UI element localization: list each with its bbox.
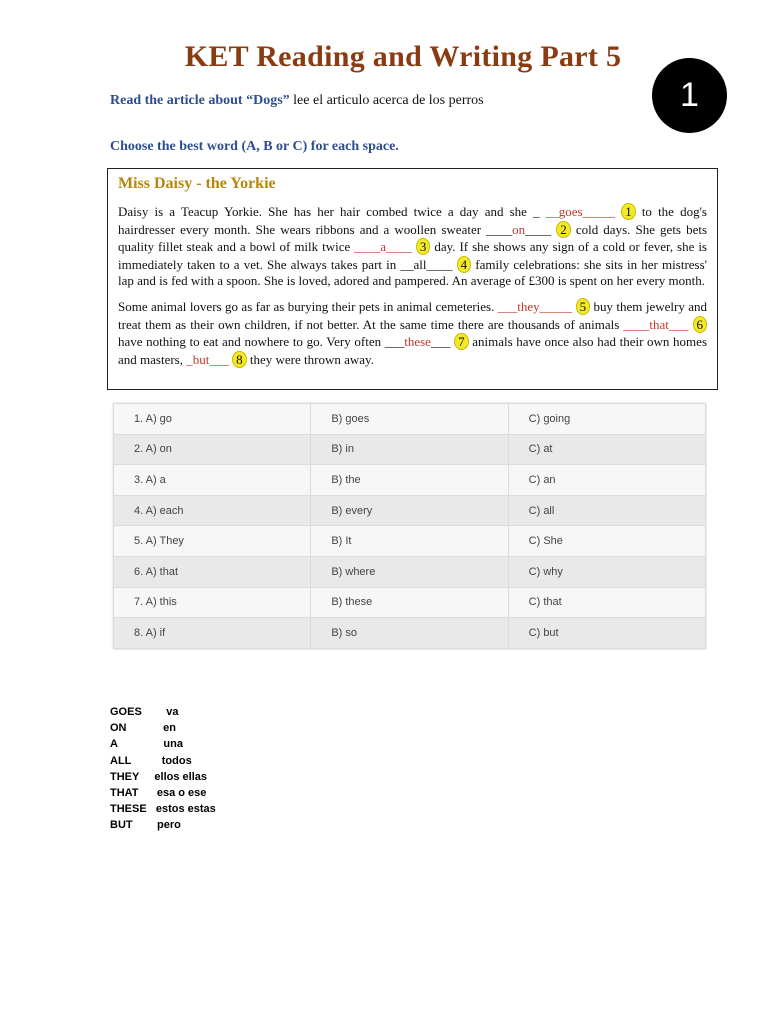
- option-cell: 8. A) if: [114, 618, 311, 649]
- gap-number: 2: [556, 221, 571, 238]
- option-cell: C) why: [508, 556, 705, 587]
- option-cell: 3. A) a: [114, 465, 311, 496]
- article-heading: Miss Daisy - the Yorkie: [118, 175, 276, 192]
- article-paragraph-1: [118, 203, 707, 290]
- page-title: KET Reading and Writing Part 5: [184, 40, 622, 73]
- answer-blank: __goes_____: [545, 204, 616, 219]
- option-cell: B) so: [311, 618, 508, 649]
- options-row: [114, 587, 706, 618]
- vocabulary-item: THAT esa o ese: [110, 787, 207, 800]
- options-table: [113, 403, 706, 649]
- vocabulary-item: ALL todos: [110, 754, 192, 767]
- page-number-badge: 1: [652, 58, 727, 133]
- vocabulary-list: [110, 704, 216, 834]
- vocabulary-item: THESE estos estas: [110, 803, 216, 816]
- article-text: they were thrown away.: [246, 351, 374, 367]
- instruction: Choose the best word (A, B or C) for each space.: [110, 139, 399, 154]
- option-cell: C) that: [508, 587, 705, 618]
- gap-number: 3: [416, 238, 431, 255]
- article-text: ___: [430, 334, 455, 350]
- article-text: [688, 317, 692, 332]
- option-cell: B) goes: [311, 404, 508, 435]
- option-cell: B) every: [311, 495, 508, 526]
- vocabulary-item: BUT pero: [110, 819, 181, 832]
- option-cell: B) these: [311, 587, 508, 618]
- option-cell: B) It: [311, 526, 508, 557]
- article-text: Daisy is a Teacup Yorkie. She has her hair combed twice a day and she _: [118, 204, 546, 219]
- article-text: animals have once also had their own homes and masters,: [118, 334, 707, 367]
- answer-blank: ____a____: [354, 239, 412, 255]
- option-cell: C) all: [508, 495, 705, 526]
- article-text: cold days. She gets bets quality fillet steak and a bowl of milk twice: [118, 221, 708, 255]
- gap-number: 8: [232, 351, 247, 368]
- option-cell: C) an: [508, 465, 705, 496]
- gap-number: 1: [621, 203, 636, 220]
- answer-blank: ____that___: [623, 316, 689, 332]
- gap-number: 5: [576, 298, 591, 315]
- options-row: [114, 556, 706, 587]
- option-cell: B) the: [311, 465, 508, 496]
- answer-blank: these: [404, 334, 431, 350]
- intro-suffix: lee el articulo acerca de los perros: [289, 93, 484, 108]
- vocabulary-item: ON en: [110, 722, 177, 735]
- gap-number: 4: [457, 256, 472, 273]
- answer-blank: _but___: [186, 351, 229, 367]
- article-text: have nothing to eat and nowhere to go. Very often ___: [118, 334, 405, 350]
- vocabulary-item: GOES va: [110, 706, 179, 718]
- options-row: [114, 434, 706, 465]
- article-paragraph-2: [118, 298, 707, 368]
- option-cell: 1. A) go: [114, 404, 311, 435]
- option-cell: C) going: [508, 404, 705, 435]
- article-text: to the dog's hairdresser every month. She wears ribbons and a woollen sweater ____: [118, 204, 707, 237]
- option-cell: 6. A) that: [114, 556, 311, 587]
- option-cell: C) at: [508, 434, 705, 465]
- option-cell: 5. A) They: [114, 526, 311, 557]
- option-cell: 7. A) this: [114, 587, 311, 618]
- option-cell: 4. A) each: [114, 495, 311, 526]
- options-row: [114, 465, 706, 496]
- options-row: [114, 404, 706, 435]
- vocabulary-item: THEY ellos ellas: [110, 770, 208, 783]
- gap-number: 6: [693, 316, 708, 333]
- intro-prefix: Read the article about “Dogs”: [110, 93, 290, 108]
- option-cell: C) but: [508, 618, 705, 649]
- vocabulary-item: A una: [110, 738, 183, 751]
- option-cell: 2. A) on: [114, 434, 311, 465]
- article-text: day. If she shows any sign of a cold or fever, she is immediately taken to a vet. She always takes part in __all____: [118, 239, 707, 272]
- article-text: family celebrations: she sits in her mistress' lap and is fed with a spoon. She is loved, adored and pampered. An average of £300 is spent on her every month.: [118, 256, 708, 289]
- option-cell: C) She: [508, 526, 705, 557]
- options-row: [114, 495, 706, 526]
- gap-number: 7: [454, 333, 469, 350]
- article-text: Some animal lovers go as far as burying their pets in animal cemeteries.: [118, 298, 498, 314]
- options-row: [114, 618, 706, 649]
- options-row: [114, 526, 706, 557]
- article-box: [107, 168, 718, 390]
- option-cell: B) in: [311, 434, 508, 465]
- article-text: ____: [525, 221, 557, 237]
- answer-blank: on: [512, 221, 526, 237]
- answer-blank: ___they_____: [497, 298, 573, 314]
- intro-line: [110, 93, 484, 109]
- option-cell: B) where: [311, 556, 508, 587]
- article-text: buy them jewelry and treat them as their own children, if not better. At the same time there are thousands of animals: [118, 298, 708, 332]
